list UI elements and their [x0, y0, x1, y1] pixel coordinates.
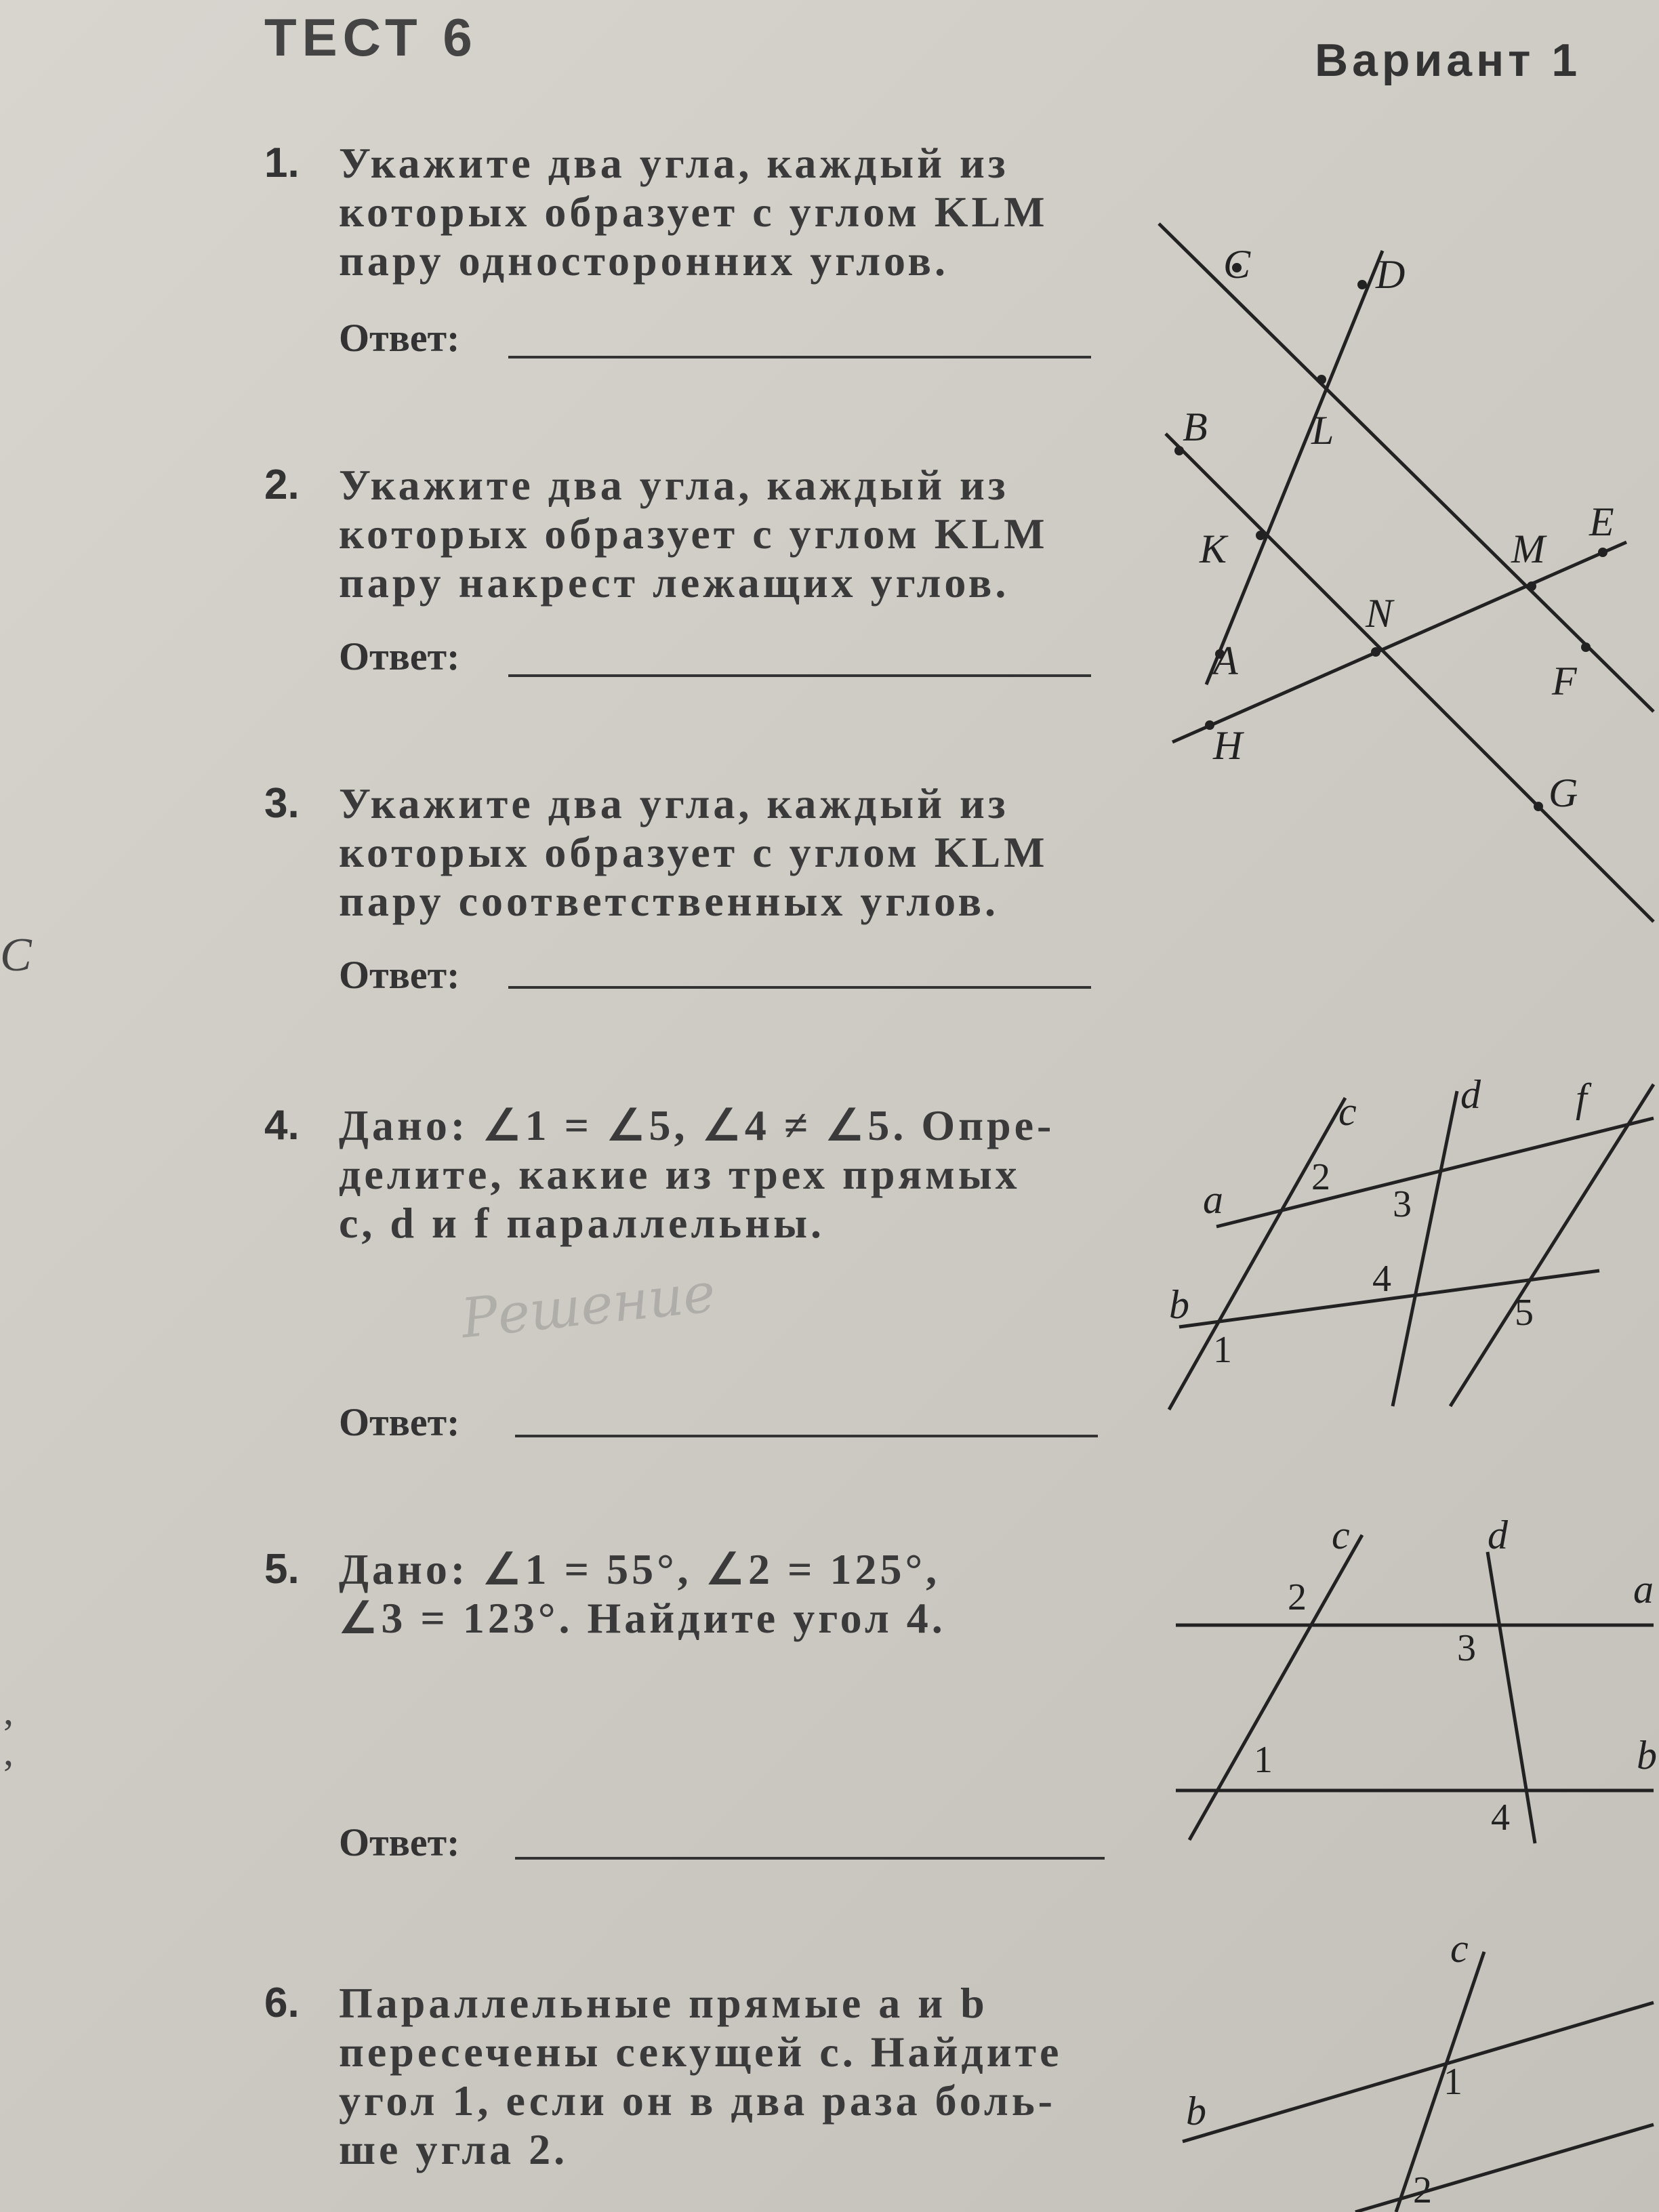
label-b: b — [1169, 1282, 1189, 1327]
variant-title: Вариант 1 — [1315, 35, 1582, 86]
label-b: b — [1637, 1733, 1657, 1778]
problem-number: 1. — [264, 140, 300, 186]
label-G: G — [1549, 771, 1578, 815]
margin-comma: , — [3, 1729, 14, 1774]
angle-4: 4 — [1491, 1797, 1510, 1839]
problem-number: 3. — [264, 780, 300, 827]
answer-label: Ответ: — [339, 1820, 460, 1864]
label-E: E — [1589, 499, 1614, 544]
margin-letter: C — [0, 929, 32, 981]
problem-text: Дано: ∠1 = ∠5, ∠4 ≠ ∠5. Опре- делите, какие из трех прямых c, d и f параллельны. — [339, 1101, 1055, 1247]
label-N: N — [1366, 591, 1393, 636]
answer-label: Ответ: — [339, 1400, 460, 1444]
line-c — [1396, 1952, 1484, 2212]
label-F: F — [1552, 659, 1577, 703]
problem-text: Параллельные прямые a и b пересечены секущей c. Найдите угол 1, если он в два раза боль- ше угла 2. — [339, 1979, 1063, 2173]
label-B: B — [1183, 405, 1208, 449]
answer-label: Ответ: — [339, 634, 460, 678]
label-A: A — [1213, 638, 1238, 683]
answer-label: Ответ: — [339, 316, 460, 360]
test-title: ТЕСТ 6 — [264, 7, 478, 67]
label-d: d — [1488, 1513, 1508, 1557]
label-a: a — [1203, 1177, 1223, 1222]
label-c: c — [1332, 1513, 1350, 1557]
problem-number: 6. — [264, 1980, 300, 2026]
label-L: L — [1311, 408, 1334, 453]
angle-3: 3 — [1457, 1627, 1476, 1669]
angle-1: 1 — [1254, 1739, 1273, 1781]
margin-comma: , — [3, 1688, 14, 1733]
problem-number: 4. — [264, 1102, 300, 1149]
angle-3: 3 — [1393, 1183, 1412, 1225]
label-C: C — [1223, 242, 1251, 287]
label-c: c — [1450, 1926, 1469, 1971]
problem-text: Укажите два угла, каждый из которых образует с углом KLM пару соответственных углов. — [339, 779, 1048, 925]
problem-number: 2. — [264, 462, 300, 508]
problem-text: Укажите два угла, каждый из которых образует с углом KLM пару накрест лежащих углов. — [339, 461, 1048, 607]
pencil-note: Решение — [458, 1261, 718, 1351]
angle-4: 4 — [1372, 1258, 1391, 1300]
angle-5: 5 — [1515, 1292, 1534, 1334]
label-K: K — [1200, 527, 1227, 571]
label-D: D — [1376, 252, 1406, 297]
angle-2: 2 — [1311, 1156, 1330, 1198]
label-c: c — [1338, 1089, 1357, 1134]
label-H: H — [1213, 723, 1243, 768]
label-f: f — [1576, 1076, 1587, 1120]
angle-1: 1 — [1213, 1329, 1232, 1371]
angle-2: 2 — [1413, 2169, 1432, 2211]
answer-label: Ответ: — [339, 953, 460, 997]
label-M: M — [1511, 527, 1545, 571]
label-d: d — [1460, 1072, 1481, 1117]
problem-text: Укажите два угла, каждый из которых образует с углом KLM пару односторонних углов. — [339, 139, 1048, 285]
problem-number: 5. — [264, 1546, 300, 1593]
angle-1: 1 — [1443, 2061, 1462, 2103]
line-b — [1183, 2003, 1654, 2142]
label-a: a — [1633, 1567, 1654, 1612]
angle-2: 2 — [1288, 1576, 1307, 1618]
problem-text: Дано: ∠1 = 55°, ∠2 = 125°, ∠3 = 123°. Найдите угол 4. — [339, 1545, 946, 1642]
label-b: b — [1186, 2089, 1206, 2133]
line-a — [1355, 2125, 1654, 2212]
